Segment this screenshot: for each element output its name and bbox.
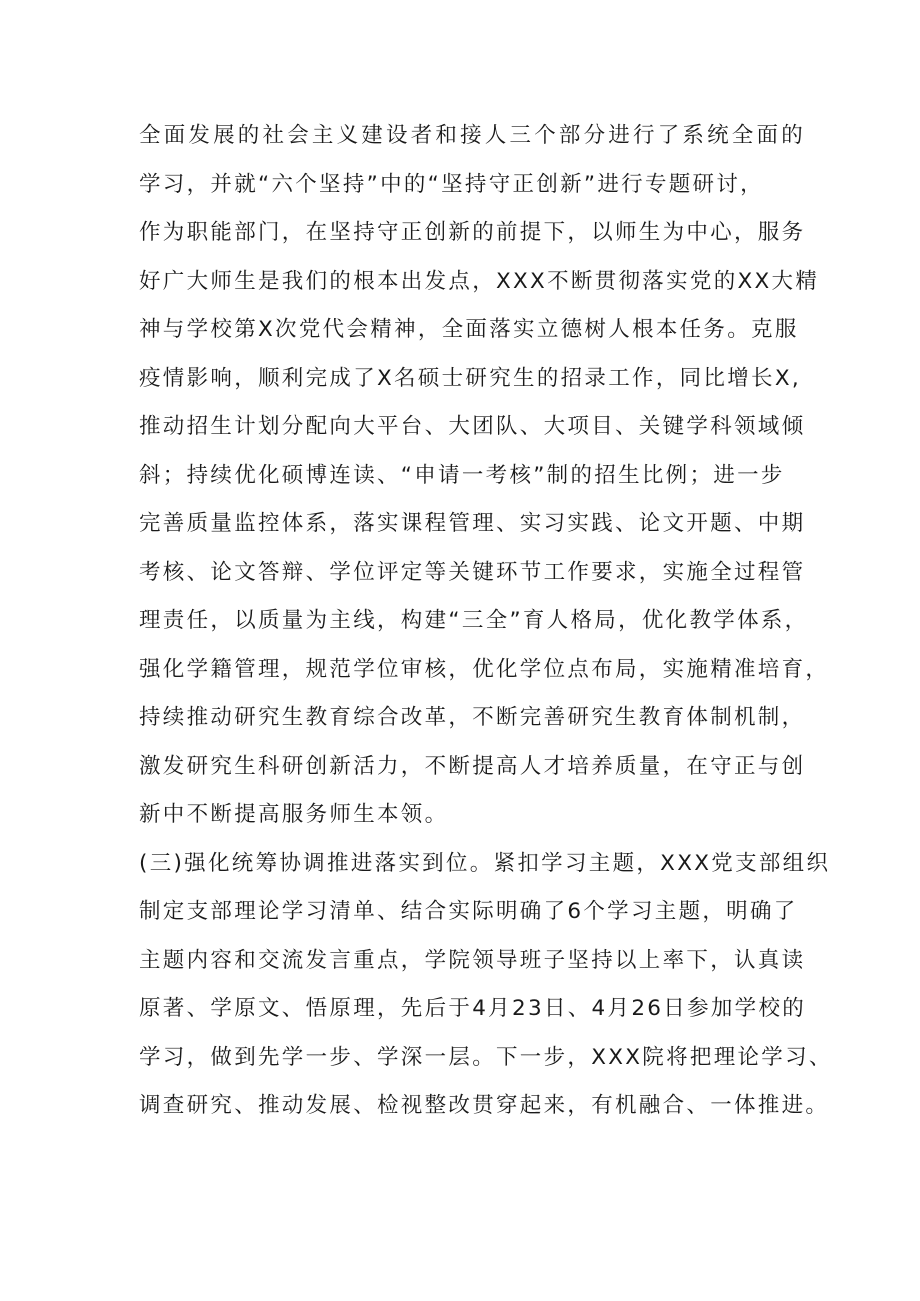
text-line: 完善质量监控体系，落实课程管理、实习实践、论文开题、中期 (139, 511, 806, 536)
text-line: 持续推动研究生教育综合改革，不断完善研究生教育体制机制， (139, 705, 806, 730)
text-line: 神与学校第X次党代会精神，全面落实立德树人根本任务。克服 (139, 317, 799, 342)
text-line: 作为职能部门，在坚持守正创新的前提下，以师生为中心，服务 (139, 220, 806, 245)
text-line: 强化学籍管理，规范学位审核，优化学位点布局，实施精准培育， (139, 656, 830, 682)
text-line: 疫情影响，顺利完成了X名硕士研究生的招录工作，同比增长X, (139, 365, 801, 391)
text-line: 激发研究生科研创新活力，不断提高人才培养质量，在守正与创 (139, 753, 806, 779)
text-line: 推动招生计划分配向大平台、大团队、大项目、关键学科领域倾 (139, 414, 806, 439)
text-line: 原著、学原文、悟原理，先后于4月23日、4月26日参加学校的 (139, 996, 807, 1021)
text-line: 好广大师生是我们的根本出发点，XXX不断贯彻落实党的XX大精 (139, 268, 820, 294)
text-line: 学习，做到先学一步、学深一层。下一步，XXX院将把理论学习、 (139, 1044, 833, 1070)
text-line: 学习，并就“六个坚持”中的“坚持守正创新”进行专题研讨， (139, 171, 764, 197)
section-heading-line: (三)强化统筹协调推进落实到位。紧扣学习主题，XXX党支部组织 (139, 850, 831, 876)
text-line: 全面发展的社会主义建设者和接人三个部分进行了系统全面的 (139, 123, 806, 148)
text-line: 调查研究、推动发展、检视整改贯穿起来，有机融合、一体推进。 (139, 1093, 830, 1118)
text-line: 新中不断提高服务师生本领。 (139, 802, 449, 827)
text-line: 理责任，以质量为主线，构建“三全”育人格局，优化教学体系， (139, 608, 809, 633)
body-text (139, 112, 833, 1131)
text-line: 制定支部理论学习清单、结合实际明确了6个学习主题，明确了 (139, 899, 798, 924)
text-line: 主题内容和交流发言重点，学院领导班子坚持以上率下，认真读 (139, 947, 806, 973)
text-line: 考核、论文答辩、学位评定等关键环节工作要求，实施全过程管 (139, 559, 806, 585)
text-line: 斜；持续优化硕博连读、“申请一考核”制的招生比例；进一步 (139, 462, 785, 488)
